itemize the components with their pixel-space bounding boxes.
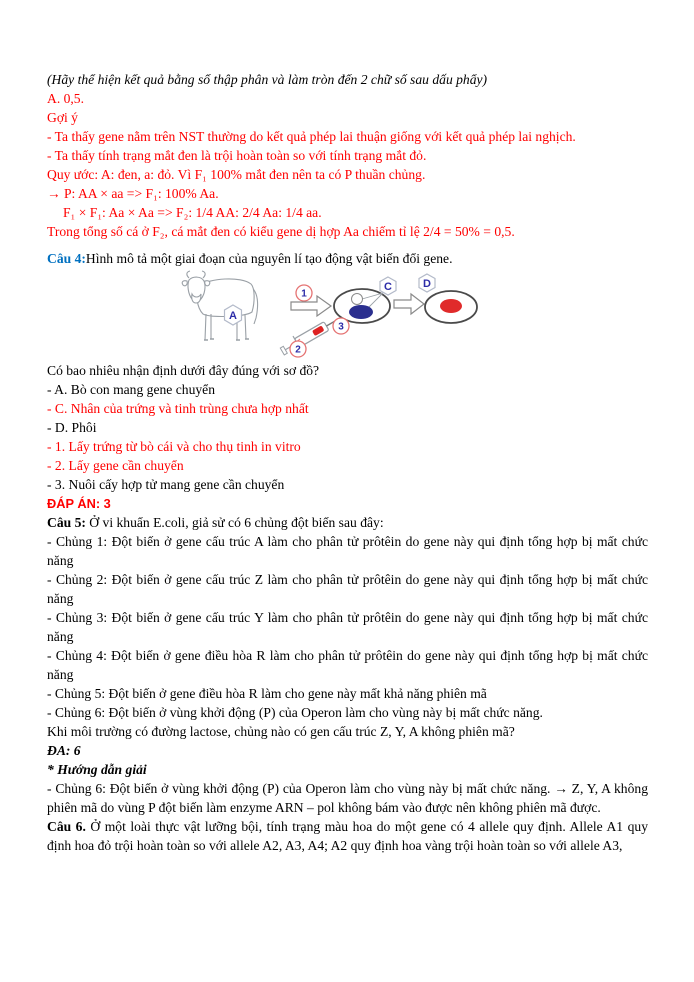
label-c-hexagon [380,277,396,295]
step-1-number: 1 [301,288,307,300]
question5-intro: Ở vi khuẩn E.coli, giả sử có 6 chủng đột biến sau đây: [85,515,384,530]
option-line: - 3. Nuôi cấy hợp tử mang gene cần chuyển [47,477,285,492]
rounding-note: (Hãy thể hiện kết quả bằng số thập phân và làm tròn đến 2 chữ số sau dấu phẩy) [47,72,488,87]
step-3-badge [333,318,349,334]
question4-heading [47,249,648,268]
process-arrow-1 [291,296,331,316]
fused-nucleus [440,299,462,313]
label-d-text: D [423,278,431,290]
question5-heading [47,513,648,532]
label-d-hexagon [419,274,435,292]
strain-line: - Chủng 2: Đột biến ở gene cấu trúc Z làm cho phân tử prôtêin do gene này qui định tổng hợp bị mất chức năng [47,572,648,606]
option-line: - C. Nhân của trứng và tinh trùng chưa hợp nhất [47,401,309,416]
cow-illustration [182,271,257,340]
egg-nucleus [352,294,363,305]
hint-label: Gợi ý [47,110,78,125]
step-2-number: 2 [295,344,301,356]
syringe-icon [278,313,341,359]
step-2-badge [290,341,306,357]
option-line: - D. Phôi [47,420,97,435]
question4-prompt: Có bao nhiêu nhận định dưới đây đúng với sơ đồ? [47,363,320,378]
strain-line: - Chủng 3: Đột biến ở gene cấu trúc Y làm cho phân tử prôtêin do gene này qui định tổng hợp bị mất chức năng [47,610,648,644]
option-line: - 2. Lấy gene cần chuyển [47,458,184,473]
gene-transfer-diagram [47,269,648,361]
strain-line: - Chủng 4: Đột biến ở gene điều hòa R làm cho phân tử prôtêin do gene này qui định tổng hợp bị mất chức năng [47,648,648,682]
process-arrow-2 [394,294,424,314]
question4-answer: ĐÁP ÁN: 3 [47,496,111,511]
question5-explanation: - Chủng 6: Đột biến ở vùng khởi động (P) của Operon làm cho vùng này bị mất chức năng. → Z, Y, A không phiên mã do vùng P đột biến làm enzyme ARN – pol không bám vào được nên không phiên mã được. [47,781,648,815]
question5-answer: ĐA: 6 [47,743,81,758]
question6-text: Ở một loài thực vật lưỡng bội, tính trạng màu hoa do một gene có 4 allele quy định. Allele A1 quy định hoa đỏ trội hoàn toàn so với allele A2, A3, A4; A2 quy định hoa vàng trội hoàn toàn so với allele A3, [47,819,648,853]
label-c-text: C [384,281,392,293]
question5-prompt: Khi môi trường có đường lactose, chủng nào có gen cấu trúc Z, Y, A không phiên mã? [47,724,515,739]
label-a-hexagon [225,305,242,325]
hint-line: - Ta thấy tính trạng mắt đen là trội hoàn toàn so với tính trạng mắt đỏ. [47,148,427,163]
step-3-number: 3 [338,321,344,333]
hint-line: - Ta thấy gene nằm trên NST thường do kết quả phép lai thuận giống với kết quả phép lai nghịch. [47,129,576,144]
strain-line: - Chủng 5: Đột biến ở gene điều hòa R làm cho gene này mất khả năng phiên mã [47,686,487,701]
label-a-text: A [229,310,237,322]
question4-title: Hình mô tả một giai đoạn của nguyên lí tạo động vật biến đổi gene. [85,251,453,266]
hint-line: Quy ước: A: đen, a: đỏ. Vì F₁ 100% mắt đen nên ta có P thuần chủng. [47,167,426,182]
strain-line: - Chủng 6: Đột biến ở vùng khởi động (P) của Operon làm cho vùng này bị mất chức năng. [47,705,543,720]
step-1-badge [296,285,312,301]
option-line: - A. Bò con mang gene chuyển [47,382,215,397]
zygote-cell [425,291,477,323]
question6-label: Câu 6. [47,819,86,834]
option-line: - 1. Lấy trứng từ bò cái và cho thụ tinh in vitro [47,439,301,454]
answer-a-line: A. 0,5. [47,91,85,106]
sperm-nucleus [349,305,373,319]
question4-label: Câu 4: [47,251,86,266]
hint-line: Trong tổng số cá ở F₂, cá mắt đen có kiểu gene dị hợp Aa chiếm tỉ lệ 2/4 = 50% = 0,5. [47,224,515,239]
strain-line: - Chủng 1: Đột biến ở gene cấu trúc A làm cho phân tử prôtêin do gene này qui định tổng hợp bị mất chức năng [47,534,648,568]
solution-guide-label: * Hướng dẫn giải [47,762,147,777]
question5-label: Câu 5: [47,515,86,530]
hint-line: → P: AA × aa => F₁: 100% Aa. [47,186,219,201]
hint-line: F₁ × F₁: Aa × Aa => F₂: 1/4 AA: 2/4 Aa: 1/4 aa. [63,205,322,220]
question6-heading [47,817,648,855]
